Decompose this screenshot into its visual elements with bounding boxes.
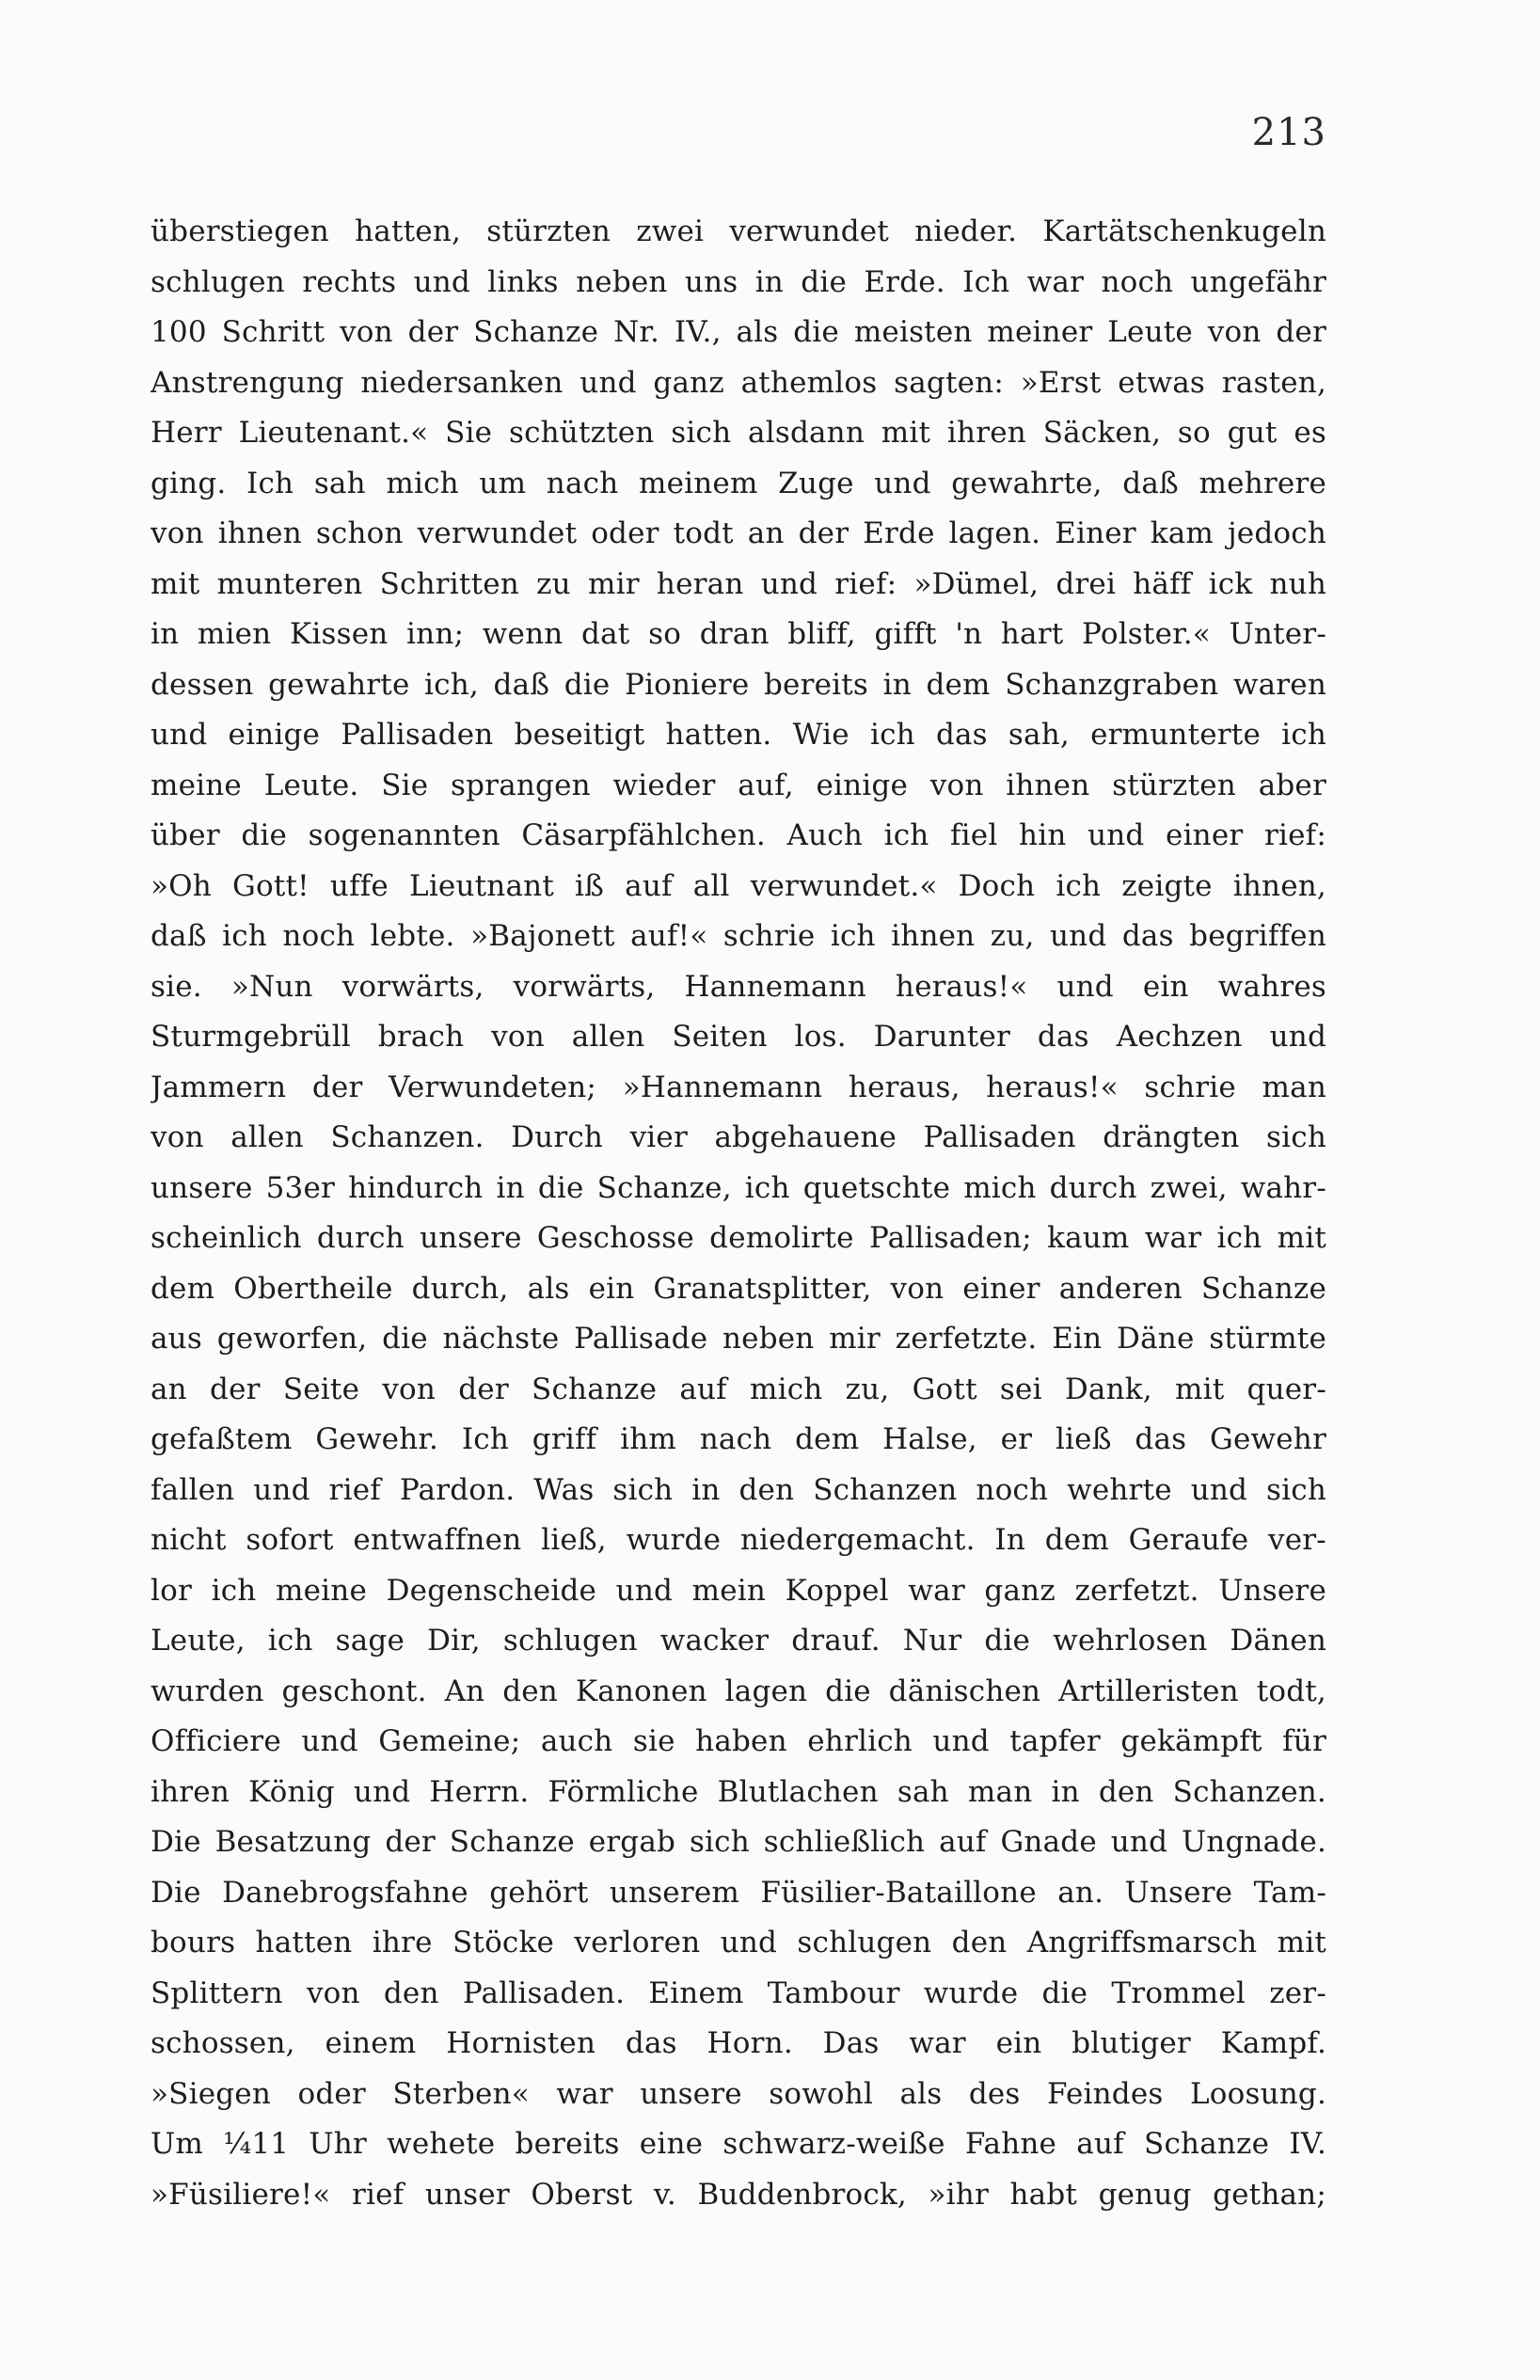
text-line: in mien Kissen inn; wenn dat so dran bliff, gifft 'n hart Polster.« Unter- xyxy=(151,617,1326,651)
text-line: Officiere und Gemeine; auch sie haben ehrlich und tapfer gekämpft für xyxy=(151,1724,1326,1758)
text-line: unsere 53er hindurch in die Schanze, ich quetschte mich durch zwei, wahr- xyxy=(151,1170,1326,1205)
text-line: scheinlich durch unsere Geschosse demolirte Pallisaden; kaum war ich mit xyxy=(151,1221,1326,1255)
text-line: Herr Lieutenant.« Sie schützten sich alsdann mit ihren Säcken, so gut es xyxy=(151,416,1326,450)
text-line: 100 Schritt von der Schanze Nr. IV., als die meisten meiner Leute von der xyxy=(151,315,1326,349)
text-line: überstiegen hatten, stürzten zwei verwundet nieder. Kartätschenkugeln xyxy=(151,214,1326,248)
text-line: daß ich noch lebte. »Bajonett auf!« schrie ich ihnen zu, und das begriffen xyxy=(151,919,1326,953)
text-line: von allen Schanzen. Durch vier abgehauene Pallisaden drängten sich xyxy=(151,1120,1326,1154)
page-number: 213 xyxy=(1251,111,1326,154)
text-line: dessen gewahrte ich, daß die Pioniere bereits in dem Schanzgraben waren xyxy=(151,667,1326,702)
text-line: Die Besatzung der Schanze ergab sich schließlich auf Gnade und Ungnade. xyxy=(151,1825,1326,1859)
text-line: bours hatten ihre Stöcke verloren und schlugen den Angriffsmarsch mit xyxy=(151,1926,1326,1960)
text-line: von ihnen schon verwundet oder todt an der Erde lagen. Einer kam jedoch xyxy=(151,516,1326,550)
text-line: Sturmgebrüll brach von allen Seiten los. Darunter das Aechzen und xyxy=(151,1020,1326,1054)
text-line: lor ich meine Degenscheide und mein Koppel war ganz zerfetzt. Unsere xyxy=(151,1573,1326,1608)
text-line: über die sogenannten Cäsarpfählchen. Auch ich fiel hin und einer rief: xyxy=(151,818,1326,852)
text-line: gefaßtem Gewehr. Ich griff ihm nach dem Halse, er ließ das Gewehr xyxy=(151,1422,1326,1456)
text-line: an der Seite von der Schanze auf mich zu, Gott sei Dank, mit quer- xyxy=(151,1372,1326,1406)
text-line: wurden geschont. An den Kanonen lagen die dänischen Artilleristen todt, xyxy=(151,1674,1326,1708)
body-text xyxy=(151,207,1326,2220)
text-line: nicht sofort entwaffnen ließ, wurde niedergemacht. In dem Geraufe ver- xyxy=(151,1523,1326,1557)
text-line: und einige Pallisaden beseitigt hatten. Wie ich das sah, ermunterte ich xyxy=(151,718,1326,752)
text-line: aus geworfen, die nächste Pallisade neben mir zerfetzte. Ein Däne stürmte xyxy=(151,1322,1326,1356)
text-line: »Füsiliere!« rief unser Oberst v. Buddenbrock, »ihr habt genug gethan; xyxy=(151,2177,1326,2212)
text-line: Splittern von den Pallisaden. Einem Tambour wurde die Trommel zer- xyxy=(151,1975,1326,2010)
text-line: fallen und rief Pardon. Was sich in den Schanzen noch wehrte und sich xyxy=(151,1472,1326,1507)
text-line: ihren König und Herrn. Förmliche Blutlachen sah man in den Schanzen. xyxy=(151,1774,1326,1809)
text-line: sie. »Nun vorwärts, vorwärts, Hannemann heraus!« und ein wahres xyxy=(151,969,1326,1004)
text-line: meine Leute. Sie sprangen wieder auf, einige von ihnen stürzten aber xyxy=(151,768,1326,802)
text-line: schlugen rechts und links neben uns in die Erde. Ich war noch ungefähr xyxy=(151,264,1326,299)
text-line: »Siegen oder Sterben« war unsere sowohl als des Feindes Loosung. xyxy=(151,2076,1326,2111)
text-line: schossen, einem Hornisten das Horn. Das war ein blutiger Kampf. xyxy=(151,2026,1326,2060)
text-line: »Oh Gott! uffe Lieutnant iß auf all verwundet.« Doch ich zeigte ihnen, xyxy=(151,868,1326,903)
text-line: Leute, ich sage Dir, schlugen wacker drauf. Nur die wehrlosen Dänen xyxy=(151,1624,1326,1658)
text-line: Anstrengung niedersanken und ganz athemlos sagten: »Erst etwas rasten, xyxy=(151,365,1326,400)
text-line: mit munteren Schritten zu mir heran und rief: »Dümel, drei häff ick nuh xyxy=(151,566,1326,601)
text-line: dem Obertheile durch, als ein Granatsplitter, von einer anderen Schanze xyxy=(151,1271,1326,1306)
text-line: Um ¼11 Uhr wehete bereits eine schwarz-weiße Fahne auf Schanze IV. xyxy=(151,2127,1326,2161)
text-line: Jammern der Verwundeten; »Hannemann heraus, heraus!« schrie man xyxy=(151,1070,1326,1104)
text-line: ging. Ich sah mich um nach meinem Zuge und gewahrte, daß mehrere xyxy=(151,466,1326,500)
text-line: Die Danebrogsfahne gehört unserem Füsilier-Bataillone an. Unsere Tam- xyxy=(151,1875,1326,1910)
